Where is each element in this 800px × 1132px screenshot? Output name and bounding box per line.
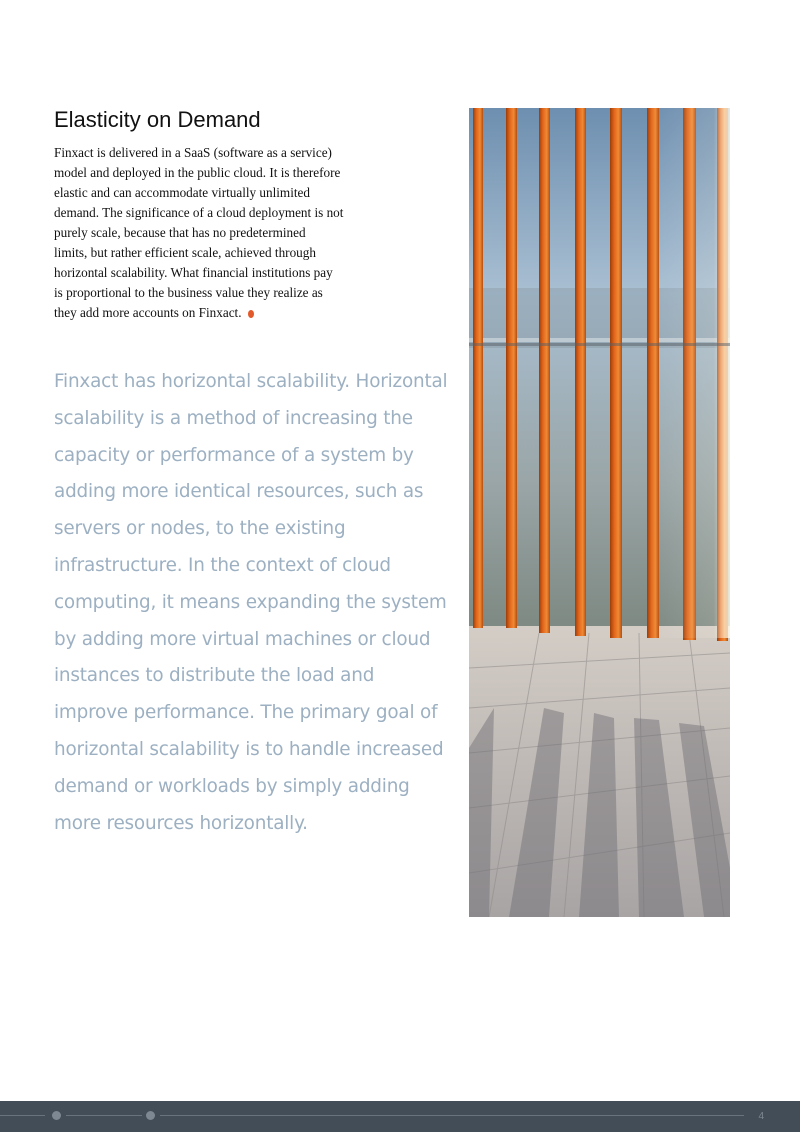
pull-quote-line: demand or workloads by simply adding [54,775,410,797]
pull-quote-line: capacity or performance of a system by [54,444,414,466]
pull-quote-line: instances to distribute the load and [54,665,375,687]
footer-rule [0,1115,45,1116]
intro-paragraph [54,143,384,323]
pull-quote-line: adding more identical resources, such as [54,481,424,503]
intro-line: Finxact is delivered in a SaaS (software as a service) [54,145,332,160]
page-number: 4 [758,1111,764,1122]
pull-quote-line: computing, it means expanding the system [54,591,447,613]
pull-quote-line: by adding more virtual machines or cloud [54,628,431,650]
pull-quote-line: more resources horizontally. [54,812,308,834]
footer-dot-icon [146,1111,155,1120]
pull-quote-line: scalability is a method of increasing the [54,407,413,429]
pull-quote-line: Finxact has horizontal scalability. Horizontal [54,371,448,392]
footer-dot-icon [52,1111,61,1120]
intro-line: horizontal scalability. What financial institutions pay [54,265,333,280]
footer-rule [160,1115,744,1116]
intro-line: limits, but rather efficient scale, achieved through [54,245,316,260]
pull-quote [54,364,454,842]
pull-quote-line: servers or nodes, to the existing [54,518,346,540]
intro-line: elastic and can accommodate virtually unlimited [54,185,310,200]
intro-line: they add more accounts on Finxact. [54,305,242,320]
page-footer [0,1101,800,1132]
end-mark-icon [248,310,254,318]
intro-line: demand. The significance of a cloud deployment is not [54,205,344,220]
intro-line: purely scale, because that has no predetermined [54,225,306,240]
pull-quote-line: infrastructure. In the context of cloud [54,554,391,576]
pull-quote-line: improve performance. The primary goal of [54,702,438,724]
building-facade-photo [469,108,730,917]
footer-rule [66,1115,142,1116]
intro-line: is proportional to the business value they realize as [54,285,323,300]
intro-line: model and deployed in the public cloud. It is therefore [54,165,341,180]
pull-quote-line: horizontal scalability is to handle increased [54,738,444,760]
section-title: Elasticity on Demand [54,107,261,132]
